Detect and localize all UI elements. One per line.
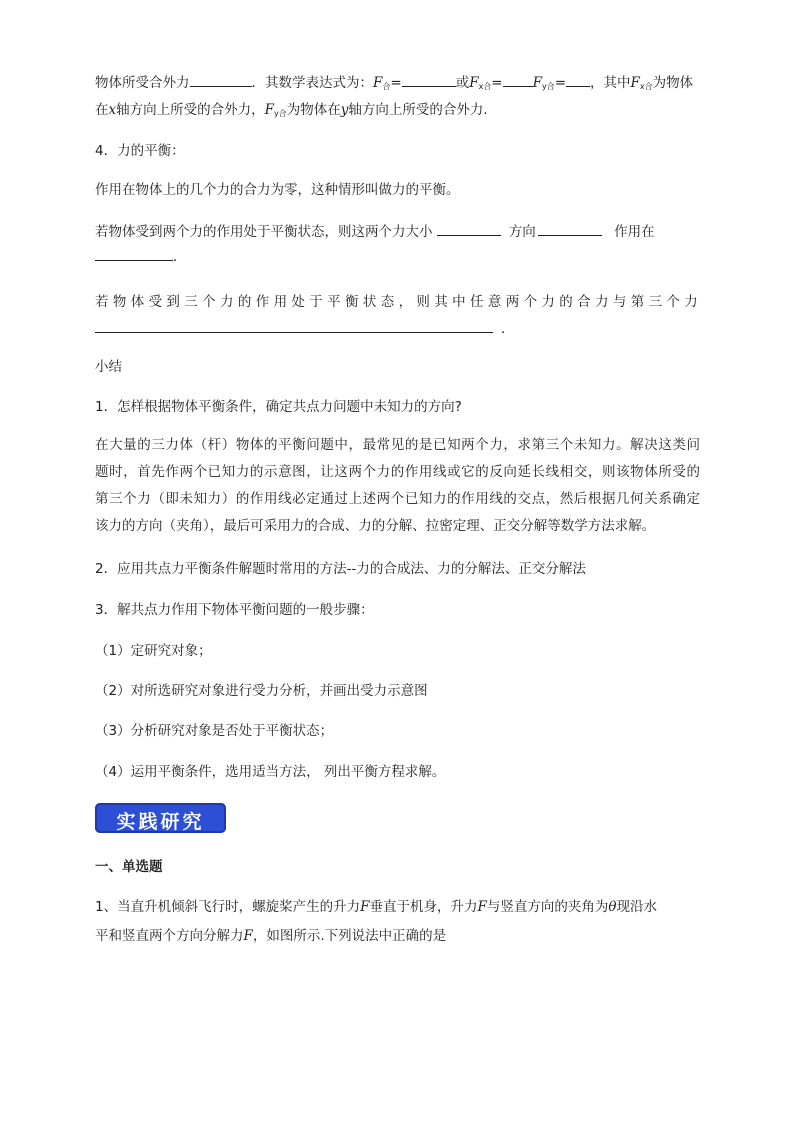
- question-1-text-e: 平和竖直两个方向分解力: [95, 928, 244, 944]
- equation-line-1: [95, 72, 693, 97]
- eq-text-2: ．其数学表达式为：: [251, 75, 373, 91]
- balance-two-text-a: 若物体受到两个力的作用处于平衡状态，则这两个力大小: [95, 224, 433, 240]
- summary-step-4: （4）运用平衡条件，选用适当方法， 列出平衡方程求解。: [95, 764, 446, 780]
- single-choice-heading: 一、单选题: [95, 859, 163, 875]
- balance-two-forces-cont: [95, 246, 187, 267]
- period: ．: [501, 321, 515, 337]
- summary-paragraph-line-1: 在大量的三力体（杆）物体的平衡问题中，最常见的是已知两个力，求第三个未知力。解决这类问: [95, 437, 700, 453]
- symbol-y: y: [340, 102, 349, 118]
- balance-three-forces: 若物体受到三个力的作用处于平衡状态，则其中任意两个力的合力与第三个力: [95, 294, 700, 310]
- subscript-yhe: y合: [541, 82, 555, 91]
- summary-paragraph-line-2: 题时，首先作两个已知力的示意图，让这两个力的作用线或它的反向延长线相交，则该物体所受的: [95, 464, 700, 480]
- eq-text-6: 轴方向上所受的合外力，: [116, 102, 265, 118]
- summary-step-2: （2）对所选研究对象进行受力分析，并画出受力示意图: [95, 683, 428, 699]
- practice-section-badge: [95, 803, 226, 833]
- subscript-xhe: x合: [478, 82, 492, 91]
- eq-text-8: 轴方向上所受的合外力．: [348, 102, 497, 118]
- answer-blank-act-on[interactable]: [95, 246, 173, 261]
- eq-or: 或: [455, 75, 470, 91]
- balance-title: 4．力的平衡：: [95, 143, 185, 159]
- eq-text-5: 在: [95, 102, 109, 118]
- symbol-F: F: [532, 75, 542, 91]
- practice-badge-label: 实践研究: [116, 811, 205, 833]
- question-1-line-2: [95, 926, 446, 946]
- subscript-xhe: x合: [639, 82, 653, 91]
- eq-text-7: 为物体在: [286, 102, 341, 118]
- summary-question-2: 2．应用共点力平衡条件解题时常用的方法--力的合成法、力的分解法、正交分解法: [95, 561, 586, 577]
- balance-three-forces-cont: [95, 318, 515, 339]
- period: ．: [173, 249, 187, 265]
- summary-paragraph-line-3: 第三个力（即未知力）的作用线必定通过上述两个已知力的作用线的交点，然后根据几何关系确定: [95, 491, 700, 507]
- question-1-text-c: 与竖直方向的夹角为: [486, 899, 609, 915]
- symbol-F: F: [477, 899, 487, 915]
- symbol-F: F: [469, 75, 479, 91]
- question-1-text-a: 1、当直升机倾斜飞行时，螺旋桨产生的升力: [95, 899, 361, 915]
- eq-text-3: ，其中: [590, 75, 631, 91]
- question-1-line-1: [95, 897, 700, 917]
- summary-step-1: （1）定研究对象；: [95, 643, 212, 659]
- summary-title: 小结: [95, 359, 122, 375]
- summary-paragraph-line-4: 该力的方向（夹角），最后可采用力的合成、力的分解、拉密定理、正交分解等数学方法求解。: [95, 518, 656, 534]
- eq-sign: =: [491, 75, 503, 91]
- subscript-he: 合: [382, 82, 391, 91]
- summary-question-1: 1．怎样根据物体平衡条件，确定共点力问题中未知力的方向?: [95, 399, 462, 415]
- symbol-F: F: [243, 928, 253, 944]
- eq-sign: =: [390, 75, 402, 91]
- balance-two-text-b: 方向: [508, 224, 536, 240]
- equation-line-2: [95, 100, 497, 124]
- answer-blank-size[interactable]: [437, 221, 501, 236]
- summary-question-3: 3．解共点力作用下物体平衡问题的一般步骤：: [95, 602, 374, 618]
- subscript-yhe: y合: [274, 109, 287, 118]
- eq-text-1: 物体所受合外力: [95, 75, 190, 91]
- answer-blank-3[interactable]: [503, 72, 533, 87]
- symbol-F: F: [373, 75, 383, 91]
- question-1-text-b: 垂直于机身，升力: [369, 899, 478, 915]
- summary-step-3: （3）分析研究对象是否处于平衡状态；: [95, 723, 334, 739]
- symbol-F: F: [264, 102, 274, 118]
- symbol-theta: θ: [608, 899, 617, 915]
- answer-blank-1[interactable]: [190, 72, 252, 87]
- answer-blank-third-force[interactable]: [95, 318, 493, 333]
- question-1-text-f: ，如图所示.下列说法中正确的是: [252, 928, 447, 944]
- symbol-x: x: [108, 102, 117, 118]
- question-1-text-d: 现沿水: [616, 899, 657, 915]
- balance-definition: 作用在物体上的几个力的合力为零，这种情形叫做力的平衡。: [95, 182, 460, 198]
- answer-blank-4[interactable]: [566, 72, 590, 87]
- eq-sign: =: [554, 75, 567, 91]
- symbol-F: F: [360, 899, 370, 915]
- answer-blank-direction[interactable]: [538, 221, 602, 236]
- symbol-F: F: [630, 75, 640, 91]
- answer-blank-2[interactable]: [402, 72, 456, 87]
- balance-two-text-c: 作用在: [614, 224, 655, 240]
- balance-two-forces: [95, 221, 655, 242]
- eq-text-4: 为物体: [652, 75, 694, 91]
